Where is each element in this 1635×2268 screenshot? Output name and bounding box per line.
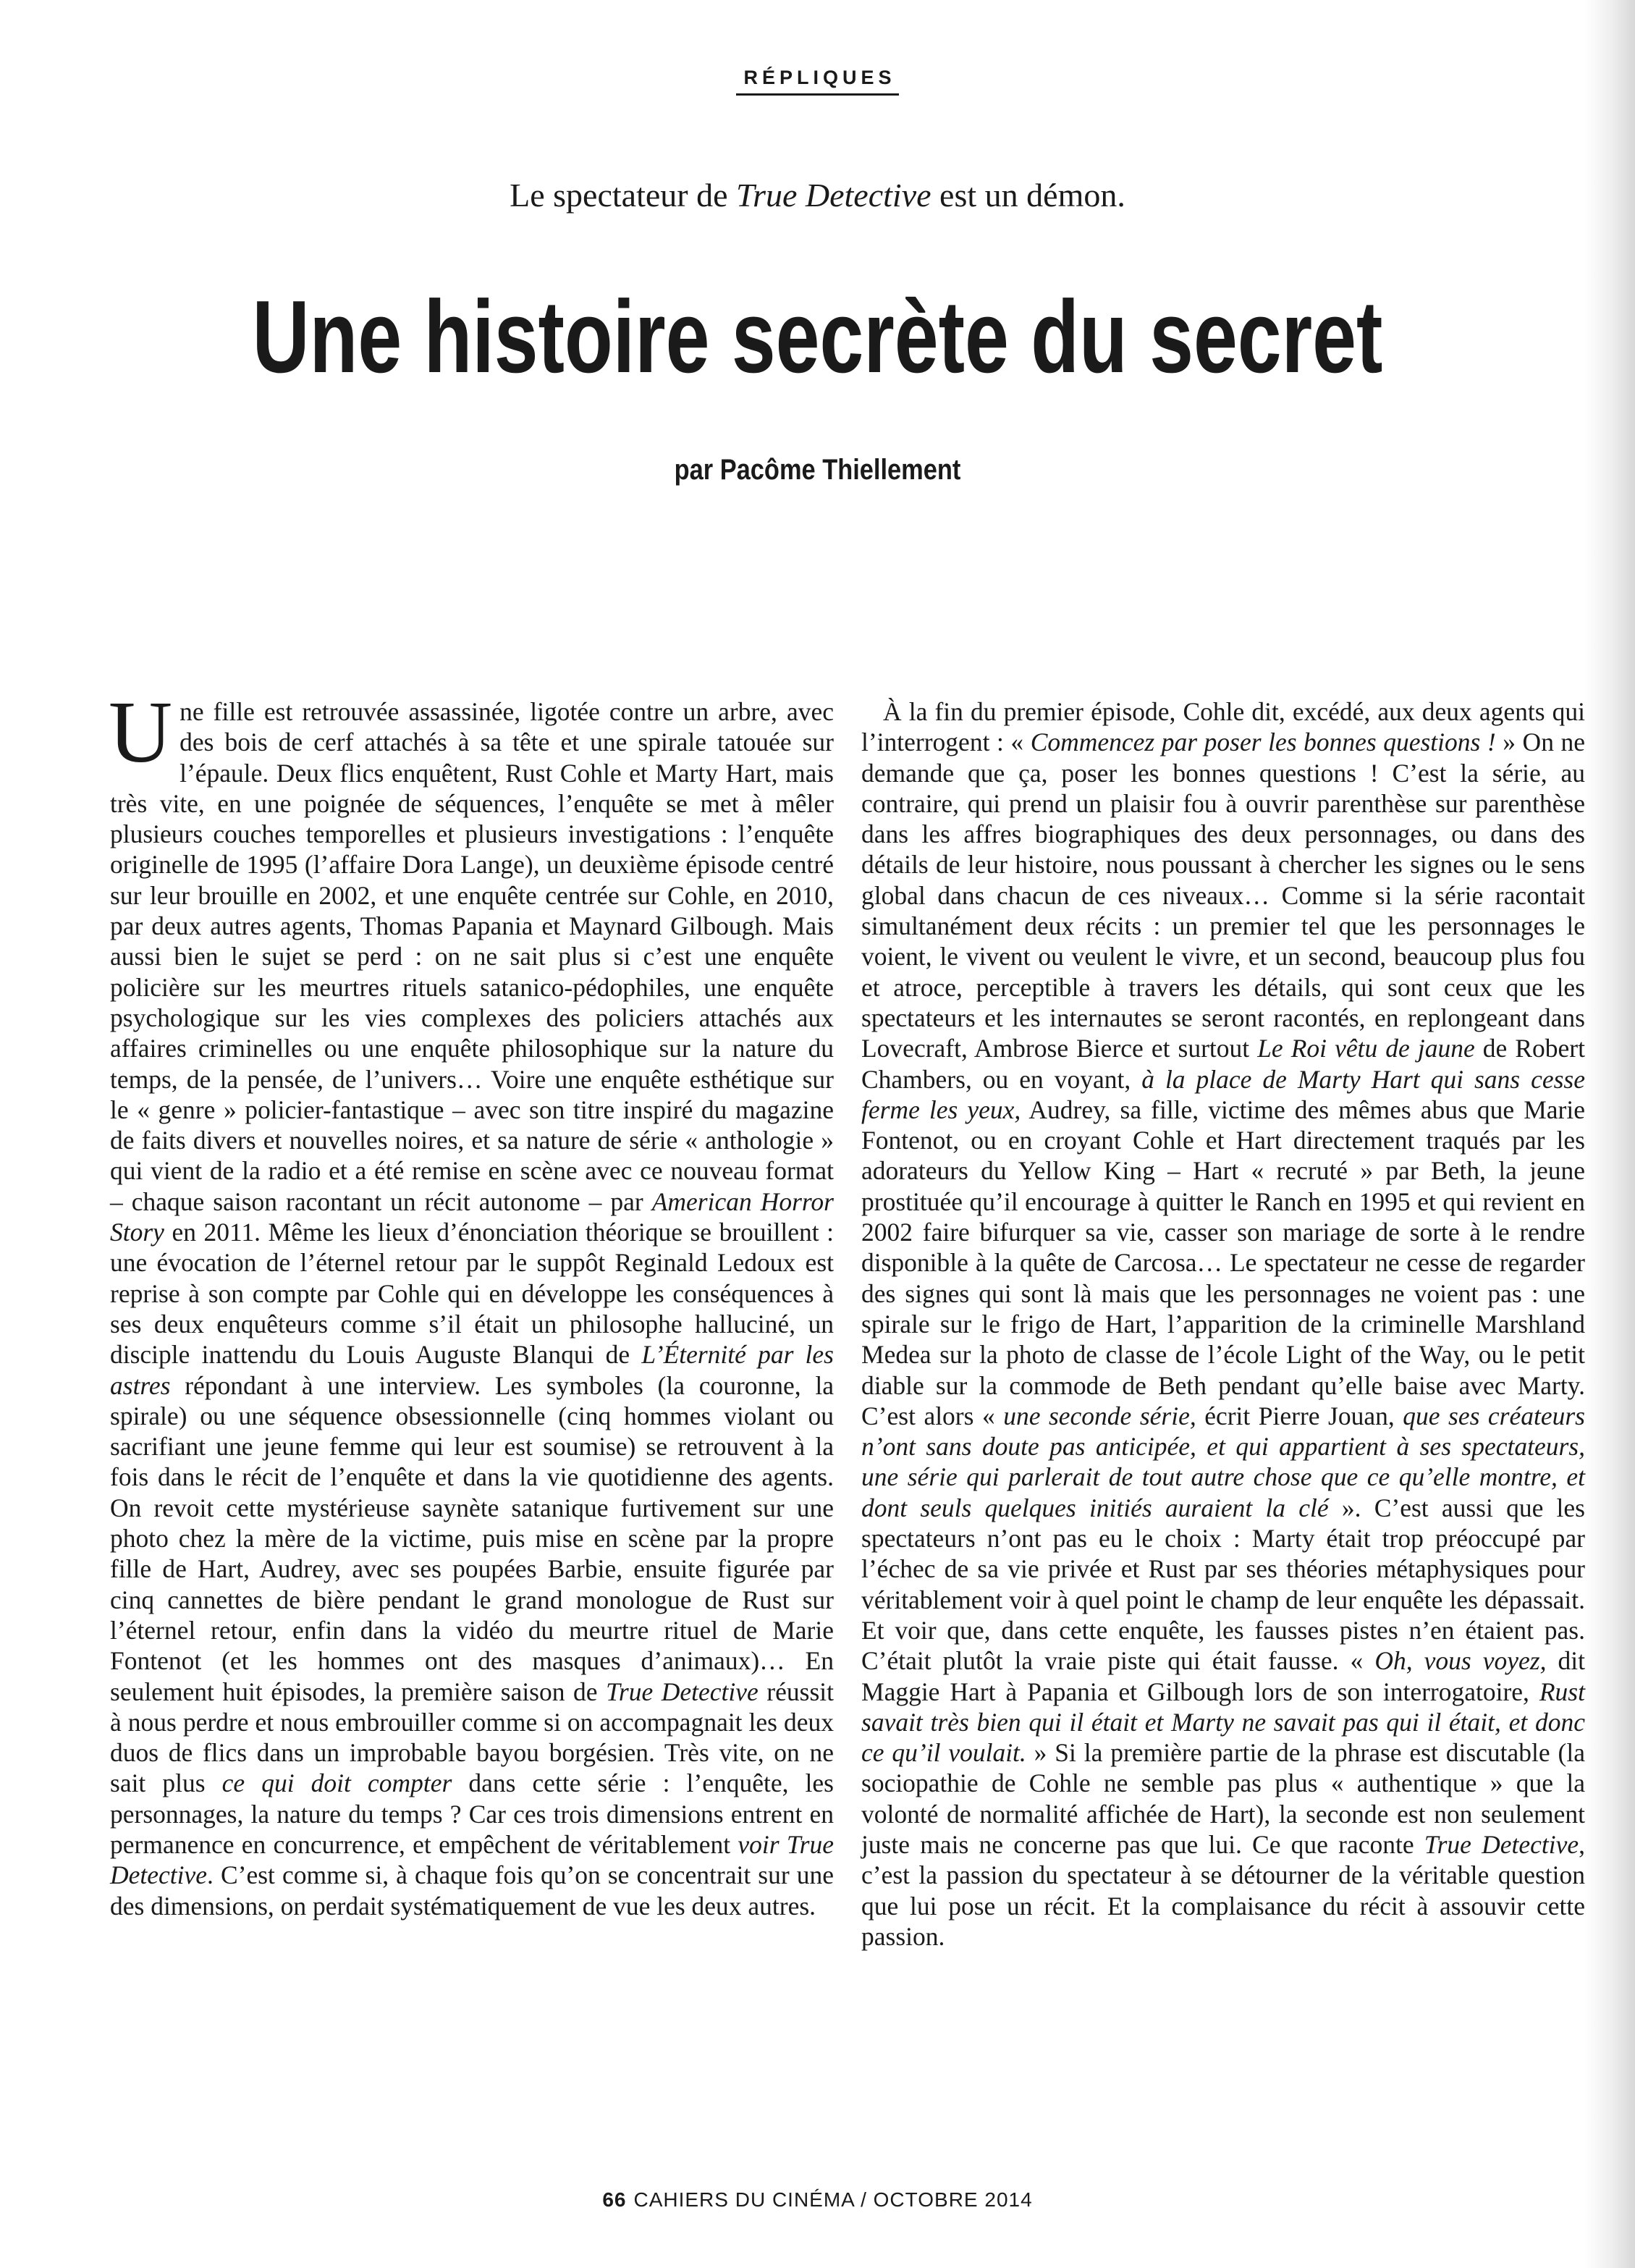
text-run: ne fille est retrouvée assassinée, ligotée contre un arbre, avec des bois de cerf attachés à sa tête et une spirale tatouée sur l’épaule. Deux flics enquêtent, Rust Cohle et Marty Hart, mais très vite, en une poignée de séquences, l’enquête se met à mêler plusieurs couches temporelles et plusieurs investigations : l’enquête originelle de 1995 (l’affaire Dora Lange), un deuxième épisode centré sur leur brouille en 2002, et une enquête centrée sur Cohle, en 2010, par deux autres agents, Thomas Papania et Maynard Gilbough. Mais aussi bien le sujet se perd : on ne sait plus si c’est une enquête policière sur les meurtres rituels satanico-pédophiles, une enquête psychologique sur les vies complexes des policiers attachés aux affaires criminelles ou une enquête philosophique sur la nature du temps, de la pensée, de l’univers… Voire une enquête esthétique sur le « genre » policier-fantastique – avec son titre inspiré du magazine de faits divers et nouvelles noires, et sa nature de série « anthologie » qui vient de la radio et a été remise en scène avec ce nouveau format – chaque saison racontant un récit autonome – par: [110, 697, 834, 1216]
headline: Une histoire secrète du secret: [252, 279, 1383, 395]
text-run: dit Maggie Hart à Papania et Gilbough lors de son interrogatoire,: [861, 1646, 1585, 1706]
italic-run: True Detective: [606, 1677, 759, 1706]
left-column-text: [109, 683, 834, 1921]
italic-run: Commencez par poser les bonnes questions !: [1030, 728, 1496, 757]
page-footer: [0, 2188, 1635, 2212]
kicker: [0, 176, 1635, 214]
italic-run: à la place de Marty Hart qui sans cesse ferme les yeux,: [861, 1064, 1585, 1124]
text-run: » On ne demande que ça, poser les bonnes questions ! C’est la série, au contraire, qui prend un plaisir fou à ouvrir parenthèse sur parenthèse dans les affres biographiques des deux personnages, ou dans des détails de leur histoire, nous poussant à chercher les signes ou le sens global dans chacun de ces niveaux… Comme si la série racontait simultanément deux récits : un premier tel que les personnages le voient, le vivent ou veulent le vivre, et un second, beaucoup plus fou et atroce, perceptible à travers les détails, qui sont ceux que les spectateurs et les internautes se seront racontés, en replongeant dans Lovecraft, Ambrose Bierce et surtout: [861, 728, 1585, 1063]
italic-run: Rust savait très bien qui il était et Marty ne savait pas qui il était, et donc ce qu’il voulait.: [861, 1677, 1585, 1768]
section-label: RÉPLIQUES: [736, 67, 898, 96]
body-paragraph: [861, 696, 1585, 1952]
italic-run: que ses créateurs n’ont sans doute pas anticipée, et qui appartient à ses spectateurs, une série qui parlerait de tout autre chose que ce qu’elle montre, et dont seuls quelques initiés auraient la clé: [861, 1401, 1585, 1522]
body-column-right: [861, 696, 1585, 1952]
page-number: 66: [602, 2188, 627, 2211]
binding-shadow: [1584, 0, 1635, 2268]
text-run: ». C’est aussi que les spectateurs n’ont pas eu le choix : Marty était trop préoccupé par l’échec de sa vie privée et Rust par ses théories métaphysiques pour véritablement voir à quel point le champ de leur enquête les dépassait. Et voir que, dans cette enquête, les fausses pistes n’en étaient pas. C’était plutôt la vraie piste qui était fausse. «: [861, 1493, 1585, 1676]
italic-run: American Horror Story: [110, 1186, 834, 1247]
kicker-show-title: True Detective: [736, 177, 931, 214]
byline: par Pacôme Thiellement: [674, 454, 961, 486]
text-run: écrit Pierre Jouan,: [1196, 1401, 1403, 1430]
italic-run: ce qui doit compter: [221, 1769, 452, 1798]
italic-run: une seconde série,: [1003, 1401, 1196, 1430]
text-run: . C’est comme si, à chaque fois qu’on se concentrait sur une des dimensions, on perdait systématiquement de vue les deux autres.: [110, 1860, 834, 1921]
publication-info: CAHIERS DU CINÉMA / OCTOBRE 2014: [633, 2188, 1033, 2211]
text-run: dans cette série : l’enquête, les personnages, la nature du temps ? Car ces trois dimensions entrent en permanence en concurrence, et empêchent de véritablement: [110, 1769, 834, 1859]
kicker-before: Le spectateur de: [510, 177, 737, 214]
text-run: répondant à une interview. Les symboles (la couronne, la spirale) ou une séquence obsessionnelle (cinq hommes violant ou sacrifiant une jeune femme qui leur est soumise) se retrouvent à la fois dans le récit de l’enquête et dans la vie quotidienne des agents. On revoit cette mystérieuse saynète satanique furtivement sur une photo chez la mère de la victime, puis mise en scène par la propre fille de Hart, Audrey, avec ses poupées Barbie, ensuite figurée par cinq cannettes de bière pendant le grand monologue de Rust sur l’éternel retour, enfin dans la vidéo du meurtre rituel de Marie Fontenot (et les hommes ont des masques d’animaux)… En seulement huit épisodes, la première saison de: [110, 1370, 834, 1706]
text-run: Audrey, sa fille, victime des mêmes abus que Marie Fontenot, ou en croyant Cohle et Hart directement traqués par les adorateurs du Yellow King – Hart « recruté » par Beth, la jeune prostituée qu’il encourage à quitter le Ranch en 1995 et qui revient en 2002 faire bifurquer sa vie, casser son mariage de sorte à le rendre disponible à la quête de Carcosa… Le spectateur ne cesse de regarder des signes qui sont là mais que les personnages ne voient pas : une spirale sur le frigo de Hart, l’apparition de la criminelle Marshland Medea sur la photo de classe de l’école Light of the Way, ou le petit diable sur la commode de Beth pendant qu’elle baise avec Marty. C’est alors «: [861, 1095, 1585, 1430]
italic-run: True Detective: [1424, 1829, 1579, 1859]
text-run: réussit à nous perdre et nous embrouiller comme si on accompagnait les deux duos de flics dans un improbable bayou borgésien. Très vite, on ne sait plus: [110, 1677, 834, 1798]
kicker-after: est un démon.: [931, 177, 1125, 214]
text-run: , c’est la passion du spectateur à se détourner de la véritable question que lui pose un récit. Et la complaisance du récit à assouvir cette passion.: [861, 1829, 1585, 1951]
italic-run: L’Éternité par les astres: [110, 1340, 834, 1400]
text-run: » Si la première partie de la phrase est discutable (la sociopathie de Cohle ne semble pas plus « authentique » que la volonté de normalité affichée de Hart), la seconde est non seulement juste mais ne concerne pas que lui. Ce que raconte: [861, 1738, 1585, 1859]
italic-run: Le Roi vêtu de jaune: [1257, 1034, 1475, 1063]
text-run: À la fin du premier épisode, Cohle dit, excédé, aux deux agents qui l’interrogent : «: [861, 697, 1585, 757]
right-column-text: [861, 697, 1585, 1951]
body-paragraph: [109, 683, 834, 1921]
text-run: de Robert Chambers, ou en voyant,: [861, 1034, 1585, 1094]
body-column-left: [109, 683, 834, 1921]
section-header: [0, 67, 1635, 96]
text-run: en 2011. Même les lieux d’énonciation théorique se brouillent : une évocation de l’éternel retour par le suppôt Reginald Ledoux est reprise à son compte par Cohle qui en développe les conséquences à ses deux enquêteurs comme s’il était un philosophe halluciné, un disciple inattendu du Louis Auguste Blanqui de: [110, 1218, 834, 1370]
italic-run: Oh, vous voyez,: [1374, 1646, 1547, 1676]
drop-cap: U: [109, 683, 173, 781]
italic-run: voir True Detective: [110, 1829, 834, 1890]
